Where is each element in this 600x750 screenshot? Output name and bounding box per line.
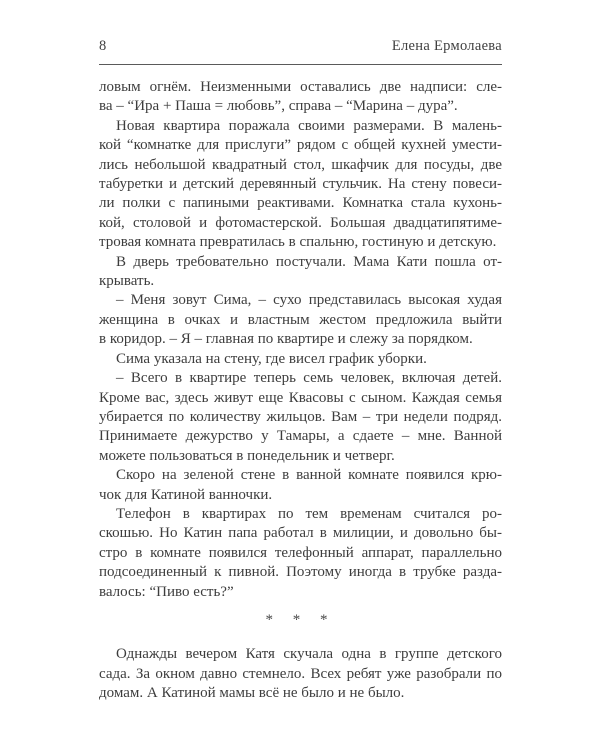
paragraph bbox=[99, 645, 502, 703]
text-line: можете пользоваться в понедельник и четверг. bbox=[99, 447, 395, 464]
paragraph bbox=[99, 253, 502, 292]
paragraph bbox=[99, 291, 502, 349]
text-line: женщина в очках и властным жестом предложила выйти bbox=[99, 311, 502, 328]
text-line: В дверь требовательно постучали. Мама Кати пошла от- bbox=[116, 253, 502, 270]
header-rule bbox=[99, 64, 502, 65]
text-line: стро в комнате появился телефонный аппарат, параллельно bbox=[99, 544, 502, 561]
text-line: тровая комната превратилась в спальню, гостиную и детскую. bbox=[99, 234, 497, 251]
page-header bbox=[99, 38, 502, 55]
text-line: домам. А Катиной мамы всё не было и не было. bbox=[99, 685, 405, 702]
text-line: Телефон в квартирах по тем временам считался ро- bbox=[116, 505, 502, 522]
text-line: крывать. bbox=[99, 273, 155, 290]
text-line: кой, столовой и фотомастерской. Большая двадцатипятиме- bbox=[99, 214, 502, 231]
text-line: Сима указала на стену, где висел график уборки. bbox=[116, 350, 427, 367]
paragraph bbox=[99, 350, 502, 369]
text-line: табуретки и детский деревянный стульчик. На стену повеси- bbox=[99, 176, 502, 193]
text-line: чок для Катиной ванночки. bbox=[99, 486, 273, 503]
paragraph bbox=[99, 117, 502, 253]
page-number: 8 bbox=[99, 38, 107, 54]
text-line: кой “комнатке для прислуги” рядом с общей кухней умести- bbox=[99, 137, 502, 154]
section-separator: * * * bbox=[265, 611, 336, 628]
text-line: – Всего в квартире теперь семь человек, включая детей. bbox=[116, 370, 502, 387]
text-line: Однажды вечером Катя скучала одна в группе детского bbox=[116, 646, 502, 663]
paragraph bbox=[99, 78, 502, 117]
text-line: подсоединенный к пивной. Поэтому иногда в трубке разда- bbox=[99, 564, 502, 581]
text-line: лись небольшой квадратный стол, шкафчик для посуды, две bbox=[99, 156, 502, 173]
text-line: убирается по количеству жильцов. Вам – три недели подряд. bbox=[99, 408, 502, 425]
text-line: сада. За окном давно стемнело. Всех ребят уже разобрали по bbox=[99, 665, 502, 682]
text-line: в коридор. – Я – главная по квартире и слежу за порядком. bbox=[99, 331, 473, 348]
page-body bbox=[99, 78, 502, 704]
text-line: скошью. Но Катин папа работал в милиции, и довольно бы- bbox=[99, 525, 502, 542]
text-line: Скоро на зеленой стене в ванной комнате появился крю- bbox=[116, 467, 502, 484]
author-name: Елена Ермолаева bbox=[391, 38, 502, 54]
text-line: валось: “Пиво есть?” bbox=[99, 583, 234, 600]
text-line: Новая квартира поражала своими размерами. В малень- bbox=[116, 117, 502, 134]
text-line: ли полки с папиными реактивами. Комнатка стала кухонь- bbox=[99, 195, 502, 212]
text-line: Принимаете дежурство у Тамары, а сдаете – мне. Ванной bbox=[99, 428, 502, 445]
text-line: ва – “Ира + Паша = любовь”, справа – “Марина – дура”. bbox=[99, 98, 458, 115]
paragraph bbox=[99, 369, 502, 466]
paragraph bbox=[99, 466, 502, 505]
paragraph bbox=[99, 505, 502, 602]
text-line: ловым огнём. Неизменными оставались две надписи: сле- bbox=[99, 79, 502, 95]
text-line: – Меня зовут Сима, – сухо представилась высокая худая bbox=[116, 292, 502, 309]
text-line: Кроме вас, здесь живут еще Квасовы с сыном. Каждая семья bbox=[99, 389, 502, 406]
